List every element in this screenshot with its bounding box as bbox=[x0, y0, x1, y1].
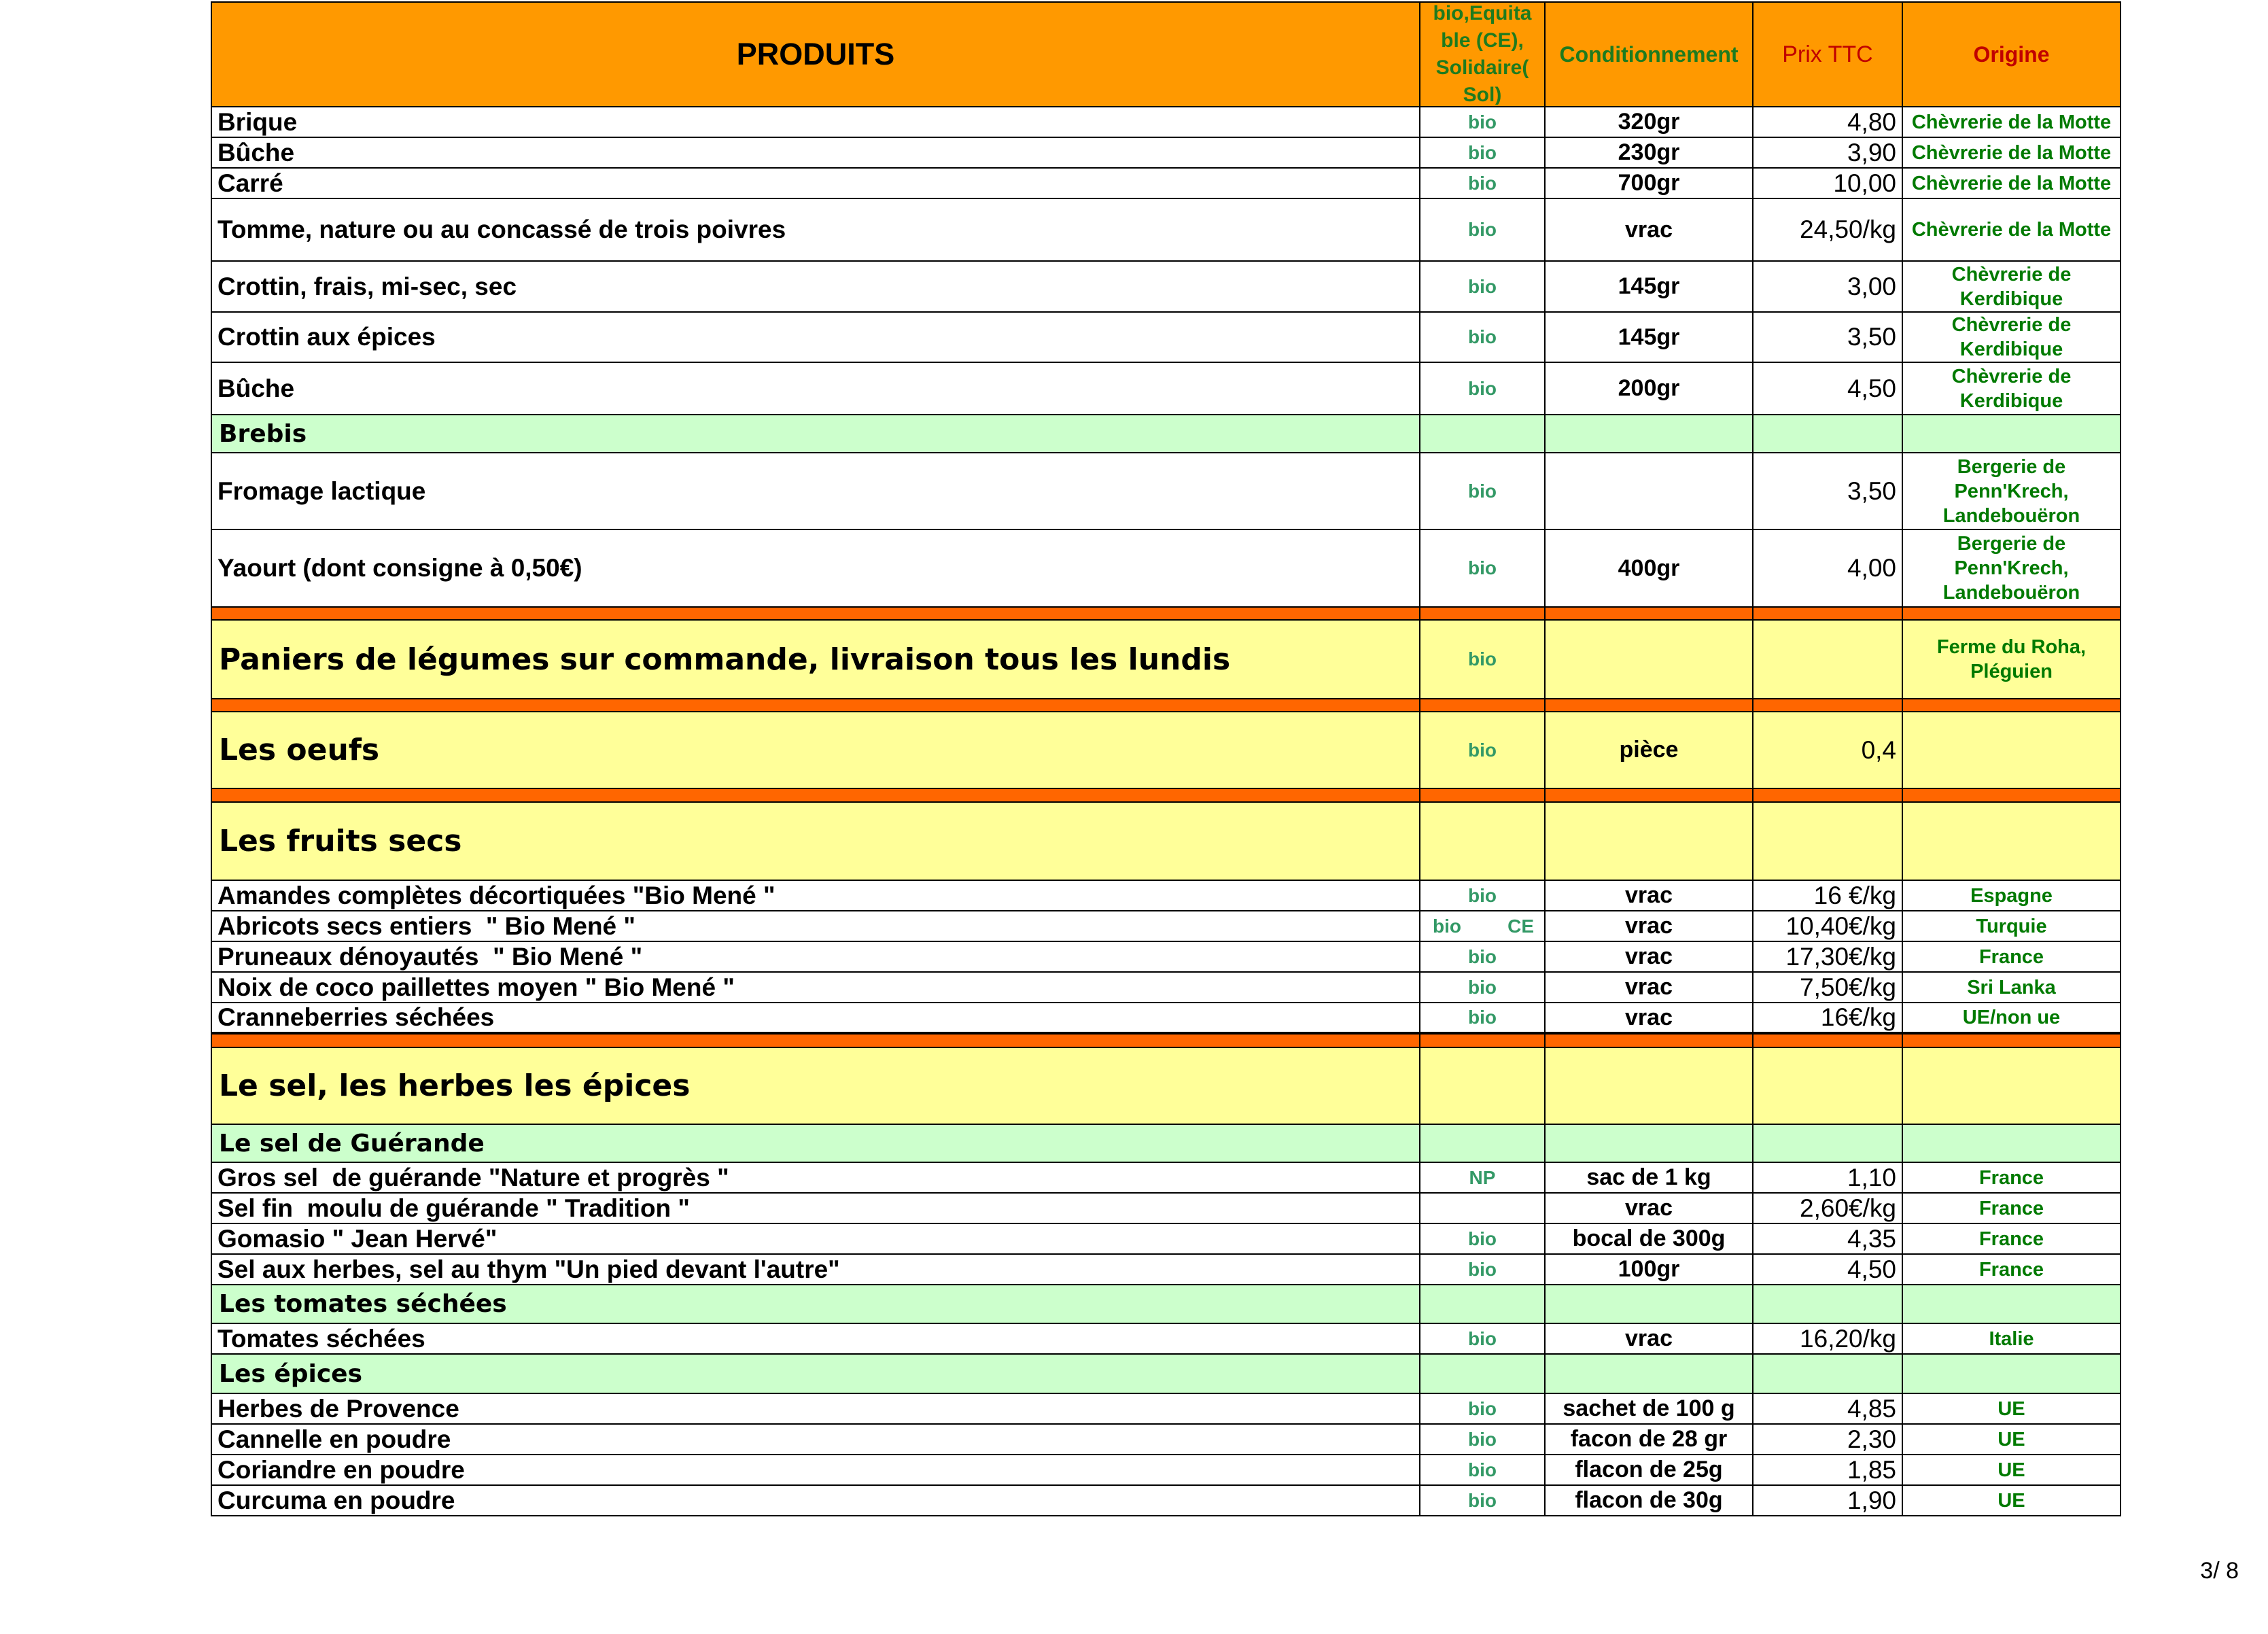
packaging-cell: 230gr bbox=[1545, 137, 1753, 168]
separator-cell bbox=[1753, 1033, 1902, 1047]
product-row bbox=[211, 1323, 2121, 1354]
separator-cell bbox=[211, 699, 1420, 712]
section-title: Les fruits secs bbox=[211, 802, 1420, 880]
product-name: Tomme, nature ou au concassé de trois poivres bbox=[211, 198, 1420, 261]
empty-cell bbox=[1545, 1354, 1753, 1393]
product-row bbox=[211, 1162, 2121, 1193]
packaging-cell: 320gr bbox=[1545, 107, 1753, 137]
label-cell: bio bbox=[1420, 1455, 1545, 1485]
separator-row bbox=[211, 788, 2121, 802]
price-cell bbox=[1753, 802, 1902, 880]
packaging-cell: vrac bbox=[1545, 911, 1753, 941]
origin-cell: Italie bbox=[1902, 1323, 2121, 1354]
price-cell bbox=[1753, 620, 1902, 699]
section-title: Les oeufs bbox=[211, 712, 1420, 788]
product-row bbox=[211, 453, 2121, 529]
packaging-cell: pièce bbox=[1545, 712, 1753, 788]
product-name: Sel aux herbes, sel au thym "Un pied devant l'autre" bbox=[211, 1254, 1420, 1285]
price-cell: 4,50 bbox=[1753, 362, 1902, 415]
separator-cell bbox=[1545, 699, 1753, 712]
label-cell bbox=[1420, 802, 1545, 880]
product-row bbox=[211, 1393, 2121, 1424]
product-name: Gomasio " Jean Hervé" bbox=[211, 1223, 1420, 1254]
product-name: Fromage lactique bbox=[211, 453, 1420, 529]
empty-cell bbox=[1420, 1285, 1545, 1323]
label-primary: bio bbox=[1433, 915, 1461, 937]
product-row bbox=[211, 312, 2121, 362]
label-cell: bio bbox=[1420, 941, 1545, 972]
product-name: Gros sel de guérande "Nature et progrès " bbox=[211, 1162, 1420, 1193]
label-cell: bio bbox=[1420, 362, 1545, 415]
product-row bbox=[211, 911, 2121, 941]
origin-cell: Chèvrerie de la Motte bbox=[1902, 168, 2121, 198]
product-name: Crottin, frais, mi-sec, sec bbox=[211, 261, 1420, 312]
product-name: Pruneaux dénoyautés " Bio Mené " bbox=[211, 941, 1420, 972]
product-name: Brique bbox=[211, 107, 1420, 137]
separator-cell bbox=[1545, 607, 1753, 620]
header-produits: PRODUITS bbox=[211, 2, 1420, 107]
price-cell: 4,50 bbox=[1753, 1254, 1902, 1285]
packaging-cell: flacon de 25g bbox=[1545, 1455, 1753, 1485]
empty-cell bbox=[1420, 1354, 1545, 1393]
empty-cell bbox=[1902, 1285, 2121, 1323]
empty-cell bbox=[1753, 415, 1902, 453]
origin-cell: France bbox=[1902, 1193, 2121, 1223]
empty-cell bbox=[1545, 1285, 1753, 1323]
header-label-box bbox=[1420, 4, 1544, 105]
packaging-cell: vrac bbox=[1545, 198, 1753, 261]
header-label: bio,Equitable (CE), Solidaire( Sol) bbox=[1433, 4, 1532, 105]
empty-cell bbox=[1902, 1124, 2121, 1162]
origin-cell: Ferme du Roha, Pléguien bbox=[1902, 620, 2121, 699]
product-name: Curcuma en poudre bbox=[211, 1485, 1420, 1516]
label-cell: bio bbox=[1420, 312, 1545, 362]
origin-cell: Turquie bbox=[1902, 911, 2121, 941]
label-cell: bio bbox=[1420, 712, 1545, 788]
product-row bbox=[211, 1455, 2121, 1485]
packaging-cell: 100gr bbox=[1545, 1254, 1753, 1285]
price-cell: 3,50 bbox=[1753, 312, 1902, 362]
subsection-row bbox=[211, 1285, 2121, 1323]
packaging-cell: 400gr bbox=[1545, 529, 1753, 607]
packaging-cell: flacon de 30g bbox=[1545, 1485, 1753, 1516]
product-name: Noix de coco paillettes moyen " Bio Mené " bbox=[211, 972, 1420, 1003]
header-prix: Prix TTC bbox=[1753, 2, 1902, 107]
price-cell: 1,85 bbox=[1753, 1455, 1902, 1485]
subsection-row bbox=[211, 1354, 2121, 1393]
separator-cell bbox=[1420, 607, 1545, 620]
separator-cell bbox=[1753, 788, 1902, 802]
price-cell bbox=[1753, 1047, 1902, 1124]
label-cell: bio bbox=[1420, 529, 1545, 607]
separator-row bbox=[211, 607, 2121, 620]
product-row bbox=[211, 107, 2121, 137]
origin-cell: Chèvrerie de Kerdibique bbox=[1902, 312, 2121, 362]
empty-cell bbox=[1753, 1124, 1902, 1162]
origin-cell: Chèvrerie de la Motte bbox=[1902, 198, 2121, 261]
product-row bbox=[211, 1254, 2121, 1285]
price-cell: 4,00 bbox=[1753, 529, 1902, 607]
packaging-cell: vrac bbox=[1545, 880, 1753, 911]
origin-cell: UE bbox=[1902, 1455, 2121, 1485]
label-cell: bio bbox=[1420, 137, 1545, 168]
label-cell: bio bbox=[1420, 453, 1545, 529]
price-cell: 1,90 bbox=[1753, 1485, 1902, 1516]
origin-cell: UE bbox=[1902, 1485, 2121, 1516]
product-name: Cannelle en poudre bbox=[211, 1424, 1420, 1455]
origin-cell: Espagne bbox=[1902, 880, 2121, 911]
empty-cell bbox=[1420, 1124, 1545, 1162]
packaging-cell bbox=[1545, 1047, 1753, 1124]
origin-cell: France bbox=[1902, 941, 2121, 972]
origin-cell: Chèvrerie de Kerdibique bbox=[1902, 261, 2121, 312]
separator-cell bbox=[1420, 699, 1545, 712]
origin-cell bbox=[1902, 712, 2121, 788]
product-name: Abricots secs entiers " Bio Mené " bbox=[211, 911, 1420, 941]
origin-cell: UE bbox=[1902, 1393, 2121, 1424]
separator-cell bbox=[1753, 607, 1902, 620]
label-cell: bio bbox=[1420, 1323, 1545, 1354]
product-row bbox=[211, 1485, 2121, 1516]
product-name: Bûche bbox=[211, 137, 1420, 168]
price-cell: 2,30 bbox=[1753, 1424, 1902, 1455]
price-cell: 16 €/kg bbox=[1753, 880, 1902, 911]
price-cell: 17,30€/kg bbox=[1753, 941, 1902, 972]
label-cell: bio bbox=[1420, 880, 1545, 911]
packaging-cell bbox=[1545, 453, 1753, 529]
label-cell: bio bbox=[1420, 1485, 1545, 1516]
origin-cell: Chèvrerie de Kerdibique bbox=[1902, 362, 2121, 415]
price-cell: 3,90 bbox=[1753, 137, 1902, 168]
price-cell: 16€/kg bbox=[1753, 1003, 1902, 1033]
label-cell: bio bbox=[1420, 1003, 1545, 1033]
header-label-cell bbox=[1420, 2, 1545, 107]
price-table bbox=[211, 1, 2121, 1516]
empty-cell bbox=[1902, 415, 2121, 453]
product-name: Cranneberries séchées bbox=[211, 1003, 1420, 1033]
label-pair bbox=[1420, 916, 1544, 937]
price-cell: 24,50/kg bbox=[1753, 198, 1902, 261]
price-cell: 10,00 bbox=[1753, 168, 1902, 198]
product-name: Carré bbox=[211, 168, 1420, 198]
product-name: Bûche bbox=[211, 362, 1420, 415]
packaging-cell: sachet de 100 g bbox=[1545, 1393, 1753, 1424]
separator-row bbox=[211, 699, 2121, 712]
origin-cell: Bergerie de Penn'Krech, Landebouëron bbox=[1902, 453, 2121, 529]
product-row bbox=[211, 880, 2121, 911]
product-name: Yaourt (dont consigne à 0,50€) bbox=[211, 529, 1420, 607]
subsection-title: Les tomates séchées bbox=[211, 1285, 1420, 1323]
separator-row bbox=[211, 1033, 2121, 1047]
price-cell: 3,00 bbox=[1753, 261, 1902, 312]
packaging-cell: sac de 1 kg bbox=[1545, 1162, 1753, 1193]
product-row bbox=[211, 362, 2121, 415]
price-cell: 10,40€/kg bbox=[1753, 911, 1902, 941]
product-name: Sel fin moulu de guérande " Tradition " bbox=[211, 1193, 1420, 1223]
table-body bbox=[211, 107, 2121, 1516]
packaging-cell: 145gr bbox=[1545, 312, 1753, 362]
section-row bbox=[211, 802, 2121, 880]
packaging-cell: 200gr bbox=[1545, 362, 1753, 415]
origin-cell: France bbox=[1902, 1162, 2121, 1193]
product-row bbox=[211, 261, 2121, 312]
empty-cell bbox=[1420, 415, 1545, 453]
header-origine: Origine bbox=[1902, 2, 2121, 107]
separator-cell bbox=[1545, 1033, 1753, 1047]
label-cell: bio bbox=[1420, 1393, 1545, 1424]
product-row bbox=[211, 529, 2121, 607]
label-cell bbox=[1420, 911, 1545, 941]
product-name: Herbes de Provence bbox=[211, 1393, 1420, 1424]
subsection-title: Brebis bbox=[211, 415, 1420, 453]
section-title: Le sel, les herbes les épices bbox=[211, 1047, 1420, 1124]
origin-cell: Sri Lanka bbox=[1902, 972, 2121, 1003]
section-title: Paniers de légumes sur commande, livraison tous les lundis bbox=[211, 620, 1420, 699]
price-cell: 2,60€/kg bbox=[1753, 1193, 1902, 1223]
product-row bbox=[211, 1003, 2121, 1033]
packaging-cell: bocal de 300g bbox=[1545, 1223, 1753, 1254]
origin-cell: Chèvrerie de la Motte bbox=[1902, 137, 2121, 168]
empty-cell bbox=[1545, 1124, 1753, 1162]
subsection-title: Le sel de Guérande bbox=[211, 1124, 1420, 1162]
product-name: Crottin aux épices bbox=[211, 312, 1420, 362]
header-conditionnement: Conditionnement bbox=[1545, 2, 1753, 107]
separator-cell bbox=[211, 788, 1420, 802]
price-cell: 4,85 bbox=[1753, 1393, 1902, 1424]
label-cell: bio bbox=[1420, 972, 1545, 1003]
packaging-cell bbox=[1545, 802, 1753, 880]
packaging-cell: vrac bbox=[1545, 1323, 1753, 1354]
header-row bbox=[211, 2, 2121, 107]
separator-cell bbox=[211, 1033, 1420, 1047]
separator-cell bbox=[1902, 1033, 2121, 1047]
label-cell: bio bbox=[1420, 107, 1545, 137]
section-row bbox=[211, 620, 2121, 699]
product-row bbox=[211, 137, 2121, 168]
label-secondary: CE bbox=[1507, 915, 1534, 937]
price-cell: 16,20/kg bbox=[1753, 1323, 1902, 1354]
label-cell: bio bbox=[1420, 620, 1545, 699]
page-number: 3/ 8 bbox=[2200, 1558, 2239, 1584]
packaging-cell: vrac bbox=[1545, 972, 1753, 1003]
separator-cell bbox=[1753, 699, 1902, 712]
separator-cell bbox=[211, 607, 1420, 620]
packaging-cell: vrac bbox=[1545, 941, 1753, 972]
product-row bbox=[211, 198, 2121, 261]
label-cell: bio bbox=[1420, 1254, 1545, 1285]
origin-cell: UE/non ue bbox=[1902, 1003, 2121, 1033]
label-cell bbox=[1420, 1047, 1545, 1124]
empty-cell bbox=[1545, 415, 1753, 453]
packaging-cell bbox=[1545, 620, 1753, 699]
origin-cell: UE bbox=[1902, 1424, 2121, 1455]
label-cell: bio bbox=[1420, 1424, 1545, 1455]
product-name: Coriandre en poudre bbox=[211, 1455, 1420, 1485]
origin-cell bbox=[1902, 802, 2121, 880]
label-cell: bio bbox=[1420, 261, 1545, 312]
product-row bbox=[211, 972, 2121, 1003]
product-row bbox=[211, 1223, 2121, 1254]
price-cell: 4,35 bbox=[1753, 1223, 1902, 1254]
origin-cell: France bbox=[1902, 1254, 2121, 1285]
packaging-cell: 700gr bbox=[1545, 168, 1753, 198]
product-row bbox=[211, 941, 2121, 972]
separator-cell bbox=[1545, 788, 1753, 802]
label-cell: bio bbox=[1420, 198, 1545, 261]
section-row bbox=[211, 712, 2121, 788]
product-row bbox=[211, 1424, 2121, 1455]
separator-cell bbox=[1902, 699, 2121, 712]
price-cell: 1,10 bbox=[1753, 1162, 1902, 1193]
empty-cell bbox=[1753, 1354, 1902, 1393]
separator-cell bbox=[1420, 788, 1545, 802]
price-cell: 7,50€/kg bbox=[1753, 972, 1902, 1003]
product-row bbox=[211, 1193, 2121, 1223]
label-cell: NP bbox=[1420, 1162, 1545, 1193]
separator-cell bbox=[1902, 607, 2121, 620]
packaging-cell: vrac bbox=[1545, 1193, 1753, 1223]
separator-cell bbox=[1420, 1033, 1545, 1047]
section-row bbox=[211, 1047, 2121, 1124]
label-cell: bio bbox=[1420, 168, 1545, 198]
packaging-cell: 145gr bbox=[1545, 261, 1753, 312]
origin-cell bbox=[1902, 1047, 2121, 1124]
label-cell bbox=[1420, 1193, 1545, 1223]
origin-cell: Chèvrerie de la Motte bbox=[1902, 107, 2121, 137]
subsection-row bbox=[211, 1124, 2121, 1162]
label-cell: bio bbox=[1420, 1223, 1545, 1254]
empty-cell bbox=[1753, 1285, 1902, 1323]
product-name: Amandes complètes décortiquées "Bio Mené " bbox=[211, 880, 1420, 911]
empty-cell bbox=[1902, 1354, 2121, 1393]
price-cell: 3,50 bbox=[1753, 453, 1902, 529]
price-cell: 4,80 bbox=[1753, 107, 1902, 137]
origin-cell: Bergerie de Penn'Krech, Landebouëron bbox=[1902, 529, 2121, 607]
packaging-cell: facon de 28 gr bbox=[1545, 1424, 1753, 1455]
packaging-cell: vrac bbox=[1545, 1003, 1753, 1033]
price-cell: 0,4 bbox=[1753, 712, 1902, 788]
separator-cell bbox=[1902, 788, 2121, 802]
product-name: Tomates séchées bbox=[211, 1323, 1420, 1354]
subsection-row bbox=[211, 415, 2121, 453]
product-row bbox=[211, 168, 2121, 198]
origin-cell: France bbox=[1902, 1223, 2121, 1254]
subsection-title: Les épices bbox=[211, 1354, 1420, 1393]
